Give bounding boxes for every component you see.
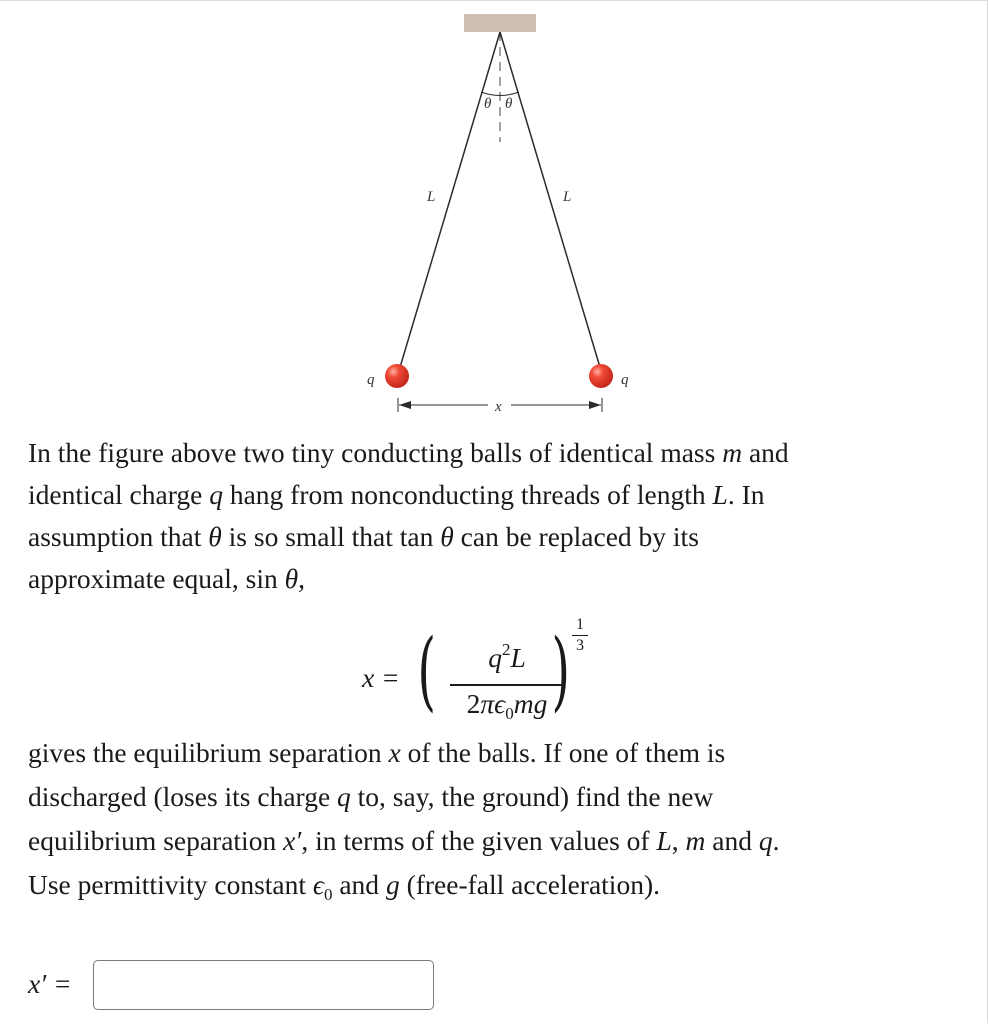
right-paren: ) [551, 621, 571, 721]
answer-label: x′ = [28, 968, 72, 999]
separation-label: x [495, 399, 502, 415]
problem-intro [28, 432, 983, 600]
intro-line-1: In the figure above two tiny conducting balls of identical mass m and [28, 437, 789, 468]
question-line-1: gives the equilibrium separation x of the balls. If one of them is [28, 737, 726, 768]
right-thread [500, 32, 602, 374]
charge-right-label: q [621, 372, 629, 388]
length-left-label: L [427, 189, 436, 205]
separation-arrow-left-head [399, 401, 411, 409]
var-q: q [209, 479, 223, 510]
pendulum-figure [0, 0, 989, 430]
intro-line-3: assumption that θ is so small that tan θ can be replaced by its [28, 521, 699, 552]
fraction-bar [450, 684, 564, 686]
var-m: m [722, 437, 743, 468]
right-ball [589, 364, 613, 388]
answer-input[interactable] [93, 960, 434, 1010]
left-paren: ( [417, 621, 437, 721]
fn-sin: sin [245, 563, 278, 594]
theta-left-label: θ [484, 96, 492, 112]
ceiling-support [464, 14, 536, 32]
question-line-3: equilibrium separation x′, in terms of the given values of L, m and q. [28, 825, 780, 856]
equation-denominator: $2\pi\epsilon_0mg$ [466, 688, 548, 723]
charge-left-label: q [367, 372, 375, 388]
theta-right-label: θ [505, 96, 513, 112]
left-thread [398, 32, 500, 374]
separation-arrow-right-head [589, 401, 601, 409]
problem-question [28, 731, 983, 917]
equation-exponent: 1 3 [572, 616, 588, 655]
left-ball [385, 364, 409, 388]
question-line-4: Use permittivity constant $\epsilon_0$ and g (free-fall acceleration). [28, 869, 660, 904]
fn-tan: tan [399, 521, 434, 552]
intro-line-2: identical charge q hang from nonconducting threads of length L. In [28, 479, 765, 510]
var-L: L [712, 479, 728, 510]
equation-numerator: $q^2L$ [488, 640, 526, 673]
intro-line-4: approximate equal, sin θ, [28, 563, 305, 594]
question-line-2: discharged (loses its charge q to, say, the ground) find the new [28, 781, 714, 812]
var-theta: θ [208, 521, 222, 552]
length-right-label: L [563, 189, 572, 205]
equation-lhs: x = [362, 662, 400, 693]
answer-row [28, 960, 448, 1012]
separation-equation [362, 612, 622, 722]
